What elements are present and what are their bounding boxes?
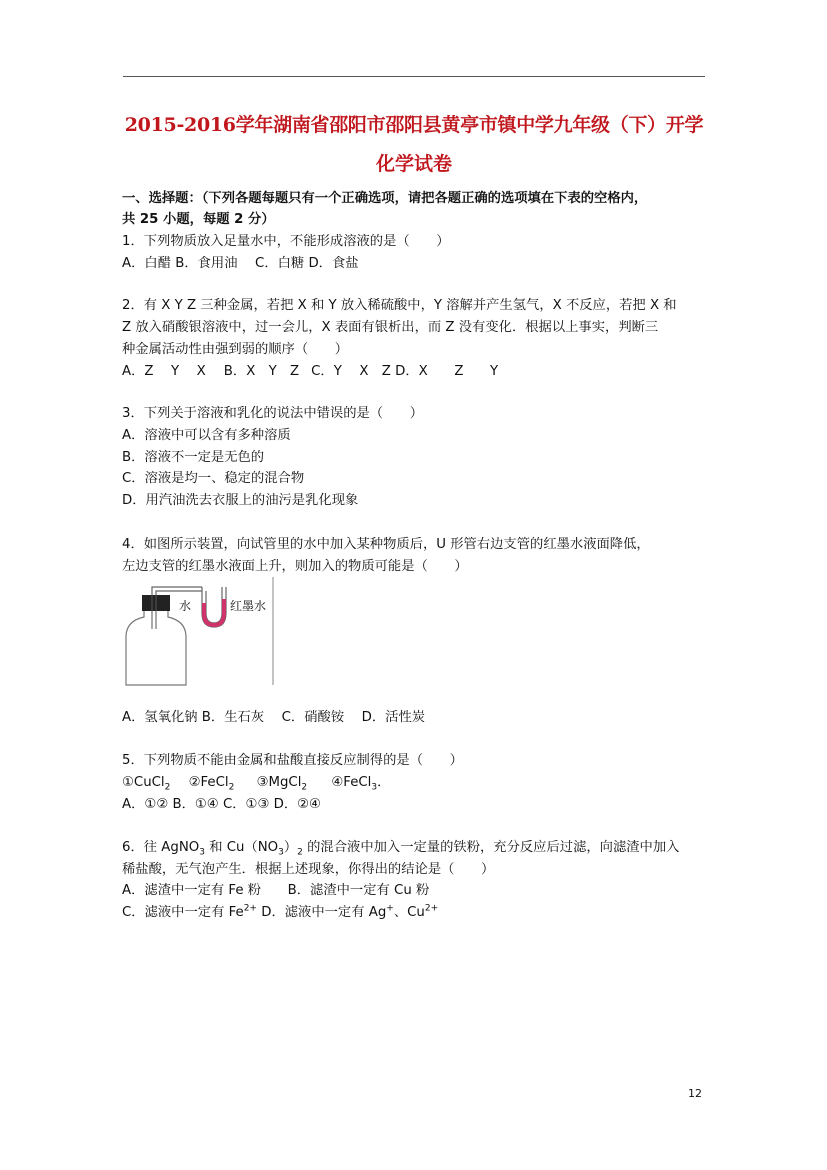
connecting-tube-inner [156, 591, 202, 595]
q4-options: A．氢氧化钠 B．生石灰 C．硝酸铵 D．活性炭 [122, 710, 426, 725]
section-heading-line1: 一、选择题：（下列各题每题只有一个正确选项，请把各题正确的选项填在下表的空格内， [122, 191, 648, 206]
section-heading-line2: 共 25 小题，每题 2 分） [122, 212, 275, 227]
q2-option-a: A．Z Y X [122, 364, 206, 379]
q5-items [122, 774, 390, 792]
q6-options-ab: A．滤渣中一定有 Fe 粉 B．滤渣中一定有 Cu 粉 [122, 883, 430, 898]
q4-stem-line2: 左边支管的红墨水液面上升，则加入的物质可能是（ ） [122, 559, 468, 574]
q2-option-d: Z D．X Z Y [368, 364, 499, 379]
q5-stem: 5．下列物质不能由金属和盐酸直接反应制得的是（ ） [122, 753, 463, 768]
q1-stem: 1．下列物质放入足量水中，不能形成溶液的是（ ） [122, 234, 450, 249]
q5-item1: ①CuCl$_2$ [122, 775, 171, 793]
exam-title-line2: 化学试卷 [375, 153, 452, 175]
q6-stem-line1: 6．往 AgNO$_3$ 和 $Cu(NO_3)_2$ 的混合液中加入一定量的铁粉，充分反应后过滤，向滤渣中加入 [122, 840, 680, 858]
apparatus-figure [124, 573, 279, 691]
q1-options: A．白醋 B．食用油 C．白糖 D．食盐 [122, 256, 359, 271]
q5-item3: ③MgCl$_2$ [256, 775, 308, 793]
q5-item2: ②FeCl$_2$ [188, 775, 235, 793]
label-water: 水 [179, 599, 192, 613]
page-number: 12 [688, 1087, 702, 1100]
q3-option-b: B．溶液不一定是无色的 [122, 450, 265, 465]
q2-option-b: B．X Y Z [223, 364, 300, 379]
q3-option-c: C．溶液是均一、稳定的混合物 [122, 471, 305, 486]
q5-options: A．①② B．①④ C．①③ D．②④ [122, 797, 321, 812]
q6-options-cd: C．滤液中一定有 $Fe^{2+}$ D．滤液中一定有 Ag+、$Cu^{2+}$ [122, 903, 439, 920]
q5-item4: ④FeCl$_3$． [331, 775, 391, 793]
header-rule [123, 76, 705, 77]
label-red-ink: 红墨水 [230, 599, 267, 613]
q2-option-c: C．Y X [311, 364, 369, 379]
q3-option-a: A．溶液中可以含有多种溶质 [122, 428, 291, 443]
exam-title-line1: 2015-2016学年湖南省邵阳市邵阳县黄亭市镇中学九年级（下）开学 [124, 114, 704, 136]
q2-stem-line1: 2．有 X Y Z 三种金属，若把 X 和 Y 放入稀硫酸中，Y 溶解并产生氢气，X 不反应，若把 X 和 [122, 298, 677, 313]
u-tube-inner [206, 587, 222, 623]
q2-stem-line2: Z 放入硝酸银溶液中，过一会儿，X 表面有银析出，而 Z 没有变化．根据以上事实，判断三 [122, 320, 659, 335]
apparatus-diagram [124, 573, 279, 691]
q2-stem-line3: 种金属活动性由强到弱的顺序（ ） [122, 342, 349, 357]
q3-option-d: D．用汽油洗去衣服上的油污是乳化现象 [122, 493, 359, 508]
q6-stem-line2: 稀盐酸，无气泡产生．根据上述现象，你得出的结论是（ ） [122, 862, 495, 877]
q3-stem: 3．下列关于溶液和乳化的说法中错误的是（ ） [122, 406, 423, 421]
q2-options [122, 363, 498, 381]
q4-stem-line1: 4．如图所示装置，向试管里的水中加入某种物质后，U 形管右边支管的红墨水液面降低， [122, 537, 650, 552]
red-ink-liquid [204, 599, 224, 625]
